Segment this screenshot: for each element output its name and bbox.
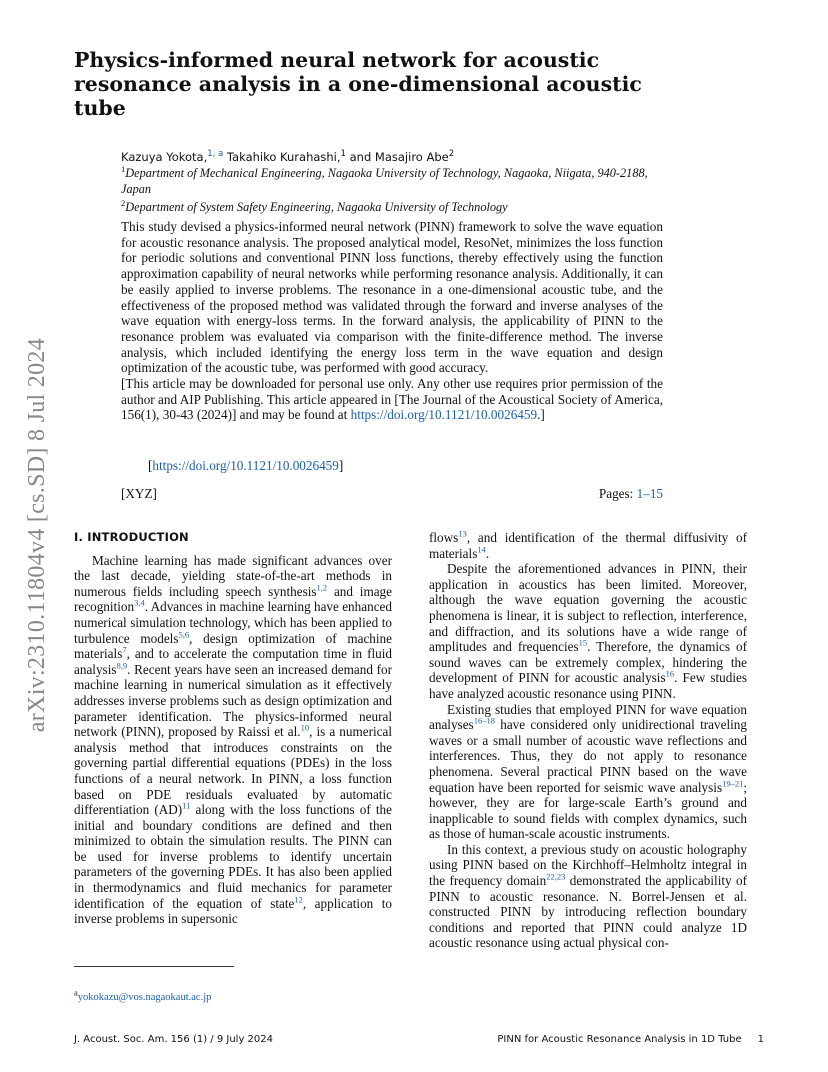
footer-right — [497, 1034, 764, 1045]
footer-journal: J. Acoust. Soc. Am. 156 (1) / 9 July 2024 — [74, 1034, 273, 1045]
author-name: Takahiko Kurahashi, — [223, 150, 341, 164]
author-list — [121, 150, 681, 164]
affiliation-text: Department of Mechanical Engineering, Nagaoka University of Technology, Nagaoka, Niigata, 940-2188, Japan — [121, 166, 648, 196]
paper-title: Physics-informed neural network for acoustic resonance analysis in a one-dimensional acoustic tube — [74, 48, 642, 120]
author-affiliation-mark[interactable]: 1, a — [207, 149, 224, 160]
author-affiliation-mark: 2 — [448, 149, 455, 160]
affiliation-2 — [121, 197, 671, 216]
arxiv-sidebar-stamp — [22, 300, 52, 770]
notice-doi-link[interactable]: https://doi.org/10.1121/10.0026459 — [350, 407, 538, 423]
citation[interactable]: 16–18 — [473, 715, 495, 726]
author-name: Kazuya Yokota, — [121, 150, 208, 164]
section-heading: I. INTRODUCTION — [74, 530, 189, 544]
citation[interactable]: 14 — [477, 544, 486, 555]
citation[interactable]: 12 — [294, 894, 303, 905]
footnote — [74, 987, 212, 1003]
citation[interactable]: 1,2 — [316, 582, 328, 593]
citation[interactable]: 15 — [578, 637, 588, 648]
affiliation-text: Department of System Safety Engineering, Nagaoka University of Technology — [125, 200, 508, 214]
abstract — [121, 219, 663, 423]
citation[interactable]: 10 — [300, 722, 310, 733]
copyright-notice — [121, 376, 663, 423]
xyz-tag: [XYZ] — [121, 486, 157, 501]
notice-end: .] — [537, 407, 545, 423]
citation[interactable]: 16 — [665, 668, 675, 679]
author-affiliation-mark: 1 — [340, 149, 346, 160]
affiliation-number: 1 — [121, 163, 126, 174]
email-link[interactable]: yokokazu@vos.nagaokaut.ac.jp — [77, 992, 212, 1003]
citation[interactable]: 7 — [122, 644, 127, 655]
citation[interactable]: 19–21 — [722, 778, 744, 789]
author-name: and Masajiro Abe — [345, 150, 449, 164]
bracket: ] — [338, 458, 344, 473]
citation[interactable]: 5,6 — [178, 629, 190, 640]
paragraph: In this context, a previous study on acoustic holography using PINN based on the Kirchhoff–Helmholtz integral in the frequency domain$^{22,23}$ demonstrated the applicability of PINN to acoustic resonance. N. Borrel-Jensen et al. constructed PINN by introducing reflection boundary conditions and reported that PINN could analyze 1D acoustic resonance using actual physical con- — [429, 841, 748, 951]
footnote-divider — [74, 966, 234, 967]
citation[interactable]: 8,9 — [116, 660, 128, 671]
doi-link[interactable]: https://doi.org/10.1121/10.0026459 — [152, 458, 339, 473]
running-title: PINN for Acoustic Resonance Analysis in 1D Tube — [497, 1034, 742, 1045]
abstract-body: This study devised a physics-informed neural network (PINN) framework to solve the wave equation for acoustic resonance analysis. The proposed analytical model, ResoNet, minimizes the loss function for periodic solutions and conventional PINN loss functions, thereby effectively using the function approximation capability of neural networks while performing resonance analysis. Additionally, it can be easily applied to inverse problems. The resonance in a one-dimensional acoustic tube, and the effectiveness of the proposed method was validated through the forward and inverse analyses of the wave equation with energy-loss terms. In the forward analysis, the applicability of PINN to the resonance problem was evaluated via comparison with the finite-difference method. The inverse analysis, which included identifying the energy loss term in the wave equation and design optimization of the acoustic tube, was performed with good accuracy. — [121, 219, 663, 376]
affiliation-number: 2 — [121, 197, 126, 208]
affiliation-1 — [121, 163, 671, 197]
footnote-mark: a — [74, 987, 78, 998]
citation[interactable]: 22,23 — [546, 871, 566, 882]
page-number: 1 — [757, 1034, 764, 1045]
left-column — [74, 530, 392, 927]
paragraph-continued: flows$^{13}$, and identification of the thermal diffusivity of materials$^{14}$. — [429, 528, 747, 561]
bracket: [ — [148, 458, 153, 473]
citation[interactable]: 13 — [458, 528, 467, 539]
right-column — [429, 530, 747, 951]
page-range — [599, 486, 663, 502]
pages-label: Pages: — [598, 486, 637, 501]
paragraph: Despite the aforementioned advances in PINN, their application in acoustics has been limited. Moreover, although the wave equation governing the acoustic phenomena is linear, it is subject to reflection, interference, and diffraction, and its solutions have a wide range of amplitudes and frequencies$^{15}$. Therefore, the dynamics of sound waves can be extremely complex, hindering the development of PINN for acoustic analysis$^{16}$. Few studies have analyzed acoustic resonance using PINN. — [429, 561, 747, 701]
citation[interactable]: 11 — [182, 800, 191, 811]
arxiv-id: arXiv:2310.11804v4 [cs.SD] 8 Jul 2024 — [23, 337, 50, 733]
doi-line — [148, 458, 343, 474]
notice-text: [This article may be downloaded for personal use only. Any other use requires prior permission of the author and AIP Publishing. This article appeared in [The Journal of the Acoustical Society of America, 156(1), 30-43 (2024)] and may be found at — [121, 376, 663, 423]
paragraph: Existing studies that employed PINN for wave equation analyses$^{16-18}$ have considered only unidirectional traveling waves or a small number of acoustic wave reflections and interferences. Thus, they do not apply to resonance phenomena. Several practical PINN based on the wave equation have been reported for seismic wave analysis$^{19-21}$; however, they are for large-scale Earth’s ground and inapplicable to sound fields with complex dynamics, such as those of human-scale acoustic instruments. — [429, 701, 747, 842]
pages-link[interactable]: 1–15 — [636, 486, 663, 501]
citation[interactable]: 3,4 — [134, 597, 145, 608]
paragraph: Machine learning has made significant advances over the last decade, yielding state-of-the-art methods in numerous fields including speech synthesis$^{1,2}$ and image recognition$^{3,4}$. Advances in machine learning have enhanced numerical simulation technology, which has been applied to turbulence models$^{5,6}$, design optimization of machine materials$^7$, and to accelerate the computation time in fluid analysis$^{8,9}$. Recent years have seen an increased demand for machine learning in numerical simulation as it effectively addresses inverse problems such as design optimization and parameter identification. The physics-informed neural network (PINN), proposed by Raissi et al.$^{10}$, is a numerical analysis method that introduces constraints on the governing partial differential equations (PDEs) in the loss functions of a neural network. In PINN, a loss function based on PDE residuals evaluated by automatic differentiation (AD)$^{11}$ along with the loss functions of the initial and boundary conditions are defined and then minimized to obtain the simulation results. The PINN can be used for inverse problems to identify uncertain parameters of the governing PDEs. It has also been applied in thermodynamics and fluid mechanics for parameter identification of the equation of state$^{12}$, application to inverse problems in supersonic — [74, 552, 393, 927]
